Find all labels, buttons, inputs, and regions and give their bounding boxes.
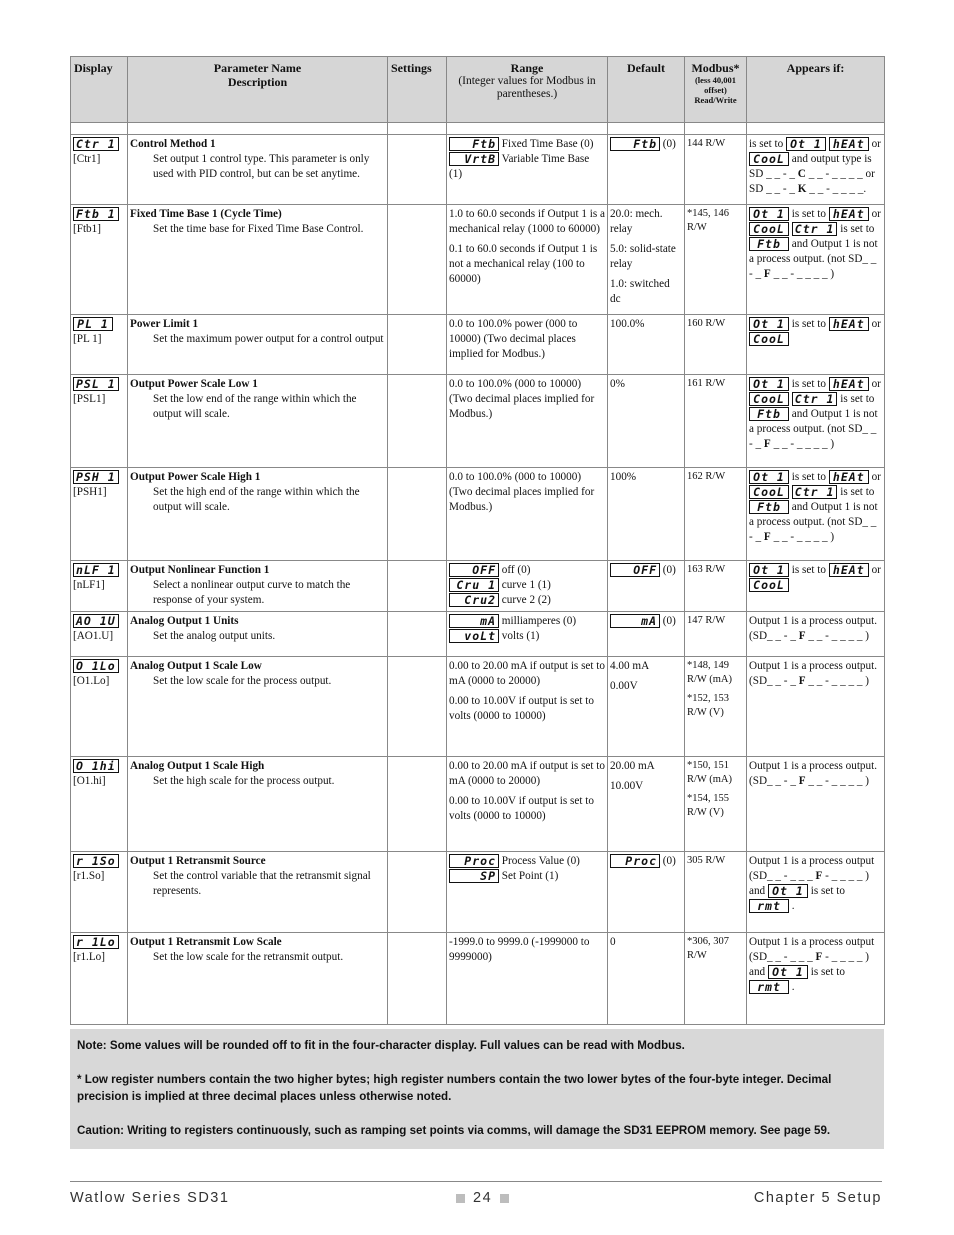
cell-default bbox=[608, 561, 685, 612]
parameter-code: [r1.So] bbox=[73, 870, 105, 882]
cell-parameter bbox=[128, 135, 388, 205]
modbus-register: 160 R/W bbox=[687, 318, 726, 329]
lcd-display-icon: Ot 1 bbox=[749, 207, 789, 221]
parameter-code: [r1.Lo] bbox=[73, 951, 105, 963]
lcd-display-icon: Cru 1 bbox=[449, 578, 499, 592]
range-option-label: off (0) bbox=[501, 564, 531, 576]
lcd-display-icon: rmt bbox=[749, 899, 789, 913]
default-value: (0) bbox=[662, 855, 676, 867]
cell-appears-if bbox=[747, 933, 885, 1025]
range-text: 0.00 to 10.00V if output is set to volts (0000 to 10000) bbox=[449, 695, 594, 722]
lcd-display-icon: AO 1U bbox=[73, 614, 119, 628]
lcd-display-icon: hEAt bbox=[829, 377, 869, 391]
lcd-display-icon: r 1So bbox=[73, 854, 119, 868]
cell-range bbox=[447, 315, 608, 375]
cell-display bbox=[71, 852, 128, 933]
condition-code: F bbox=[798, 675, 806, 687]
appears-condition: _ _ - _ _ _ _ or SD _ _ - _ bbox=[749, 168, 875, 195]
cell-appears-if bbox=[747, 657, 885, 757]
lcd-display-icon: r 1Lo bbox=[73, 935, 119, 949]
cell-default bbox=[608, 375, 685, 468]
range-option bbox=[449, 578, 605, 593]
range-option-label: Set Point (1) bbox=[501, 870, 559, 882]
cell-default bbox=[608, 315, 685, 375]
parameter-description: Set the low scale for the process output. bbox=[153, 675, 332, 687]
lcd-display-icon: Ctr 1 bbox=[792, 485, 838, 499]
appears-condition: is set to bbox=[791, 378, 826, 390]
cell-settings[interactable] bbox=[388, 205, 447, 315]
range-option bbox=[449, 137, 605, 152]
cell-display bbox=[71, 561, 128, 612]
cell-default bbox=[608, 933, 685, 1025]
modbus-register: *306, 307 R/W bbox=[687, 936, 729, 961]
appears-condition: is set to bbox=[749, 138, 784, 150]
cell-parameter bbox=[128, 205, 388, 315]
cell-appears-if bbox=[747, 135, 885, 205]
header-range: Range (Integer values for Modbus in parentheses.) bbox=[447, 57, 608, 123]
lcd-display-icon: nLF 1 bbox=[73, 563, 119, 577]
lcd-display-icon: Ftb bbox=[749, 500, 789, 514]
cell-default bbox=[608, 852, 685, 933]
condition-code: K bbox=[797, 183, 807, 195]
header-display: Display bbox=[71, 57, 128, 123]
lcd-display-icon: CooL bbox=[749, 222, 789, 236]
range-option bbox=[449, 614, 605, 629]
cell-range bbox=[447, 468, 608, 561]
lcd-display-icon: PSL 1 bbox=[73, 377, 119, 391]
default-value: 100% bbox=[610, 471, 637, 483]
lcd-display-icon: Ot 1 bbox=[749, 470, 789, 484]
condition-code: F bbox=[763, 531, 771, 543]
modbus-register: 144 R/W bbox=[687, 138, 726, 149]
table-row bbox=[71, 933, 885, 1025]
appears-condition: _ _ - _ _ _ _ ) bbox=[773, 438, 835, 450]
table-header-row bbox=[71, 57, 885, 123]
lcd-display-icon: CooL bbox=[749, 485, 789, 499]
range-text: 0.00 to 20.00 mA if output is set to mA (0000 to 20000) bbox=[449, 760, 606, 787]
cell-appears-if bbox=[747, 757, 885, 852]
cell-parameter bbox=[128, 933, 388, 1025]
appears-condition: _ _ - _ _ _ _ ) bbox=[808, 775, 869, 787]
lcd-display-icon: Cru2 bbox=[449, 593, 499, 607]
appears-condition: . bbox=[791, 981, 795, 993]
parameter-sheet bbox=[70, 56, 884, 1149]
cell-display bbox=[71, 757, 128, 852]
cell-parameter bbox=[128, 315, 388, 375]
table-row bbox=[71, 757, 885, 852]
cell-range bbox=[447, 933, 608, 1025]
parameter-description: Set the high end of the range within which the output will scale. bbox=[153, 486, 360, 513]
parameter-code: [nLF1] bbox=[73, 579, 105, 591]
range-option bbox=[449, 869, 605, 884]
appears-condition: and Output 1 is not a process output. (not SD_ _ - _ bbox=[749, 238, 878, 280]
default-value: 100.0% bbox=[610, 318, 645, 330]
appears-condition: Output 1 is a process output. (SD_ _ - _ bbox=[749, 660, 878, 687]
lcd-display-icon: Ftb bbox=[749, 237, 789, 251]
lcd-display-icon: OFF bbox=[610, 563, 660, 577]
appears-condition: _ _ - _ _ _ _ ) bbox=[773, 268, 835, 280]
modbus-register: *145, 146 R/W bbox=[687, 208, 729, 233]
cell-range bbox=[447, 561, 608, 612]
appears-condition: Output 1 is a process output. (SD_ _ - _ bbox=[749, 760, 878, 787]
cell-default bbox=[608, 757, 685, 852]
parameter-code: [PL 1] bbox=[73, 333, 102, 345]
cell-settings[interactable] bbox=[388, 135, 447, 205]
cell-range bbox=[447, 657, 608, 757]
lcd-display-icon: Ot 1 bbox=[749, 563, 789, 577]
default-value: 10.00V bbox=[610, 780, 644, 792]
range-option bbox=[449, 629, 605, 644]
header-default: Default bbox=[608, 57, 685, 123]
appears-condition: - _ _ _ _ ) and bbox=[749, 870, 869, 897]
lcd-display-icon: Ftb bbox=[610, 137, 660, 151]
range-option bbox=[449, 152, 605, 182]
cell-modbus bbox=[685, 205, 747, 315]
appears-condition: and Output 1 is not a process output. (not SD_ _ - _ bbox=[749, 408, 878, 450]
default-value: 0.00V bbox=[610, 680, 638, 692]
lcd-display-icon: voLt bbox=[449, 629, 499, 643]
table-row bbox=[71, 657, 885, 757]
appears-condition: or bbox=[871, 564, 881, 576]
cell-display bbox=[71, 205, 128, 315]
parameter-code: [O1.hi] bbox=[73, 775, 106, 787]
cell-modbus bbox=[685, 315, 747, 375]
cell-appears-if bbox=[747, 468, 885, 561]
cell-default bbox=[608, 205, 685, 315]
cell-modbus bbox=[685, 852, 747, 933]
header-appears-if: Appears if: bbox=[747, 57, 885, 123]
lcd-display-icon: Ftb bbox=[749, 407, 789, 421]
default-value: 0 bbox=[610, 936, 616, 948]
lcd-display-icon: Ot 1 bbox=[786, 137, 826, 151]
table-row bbox=[71, 375, 885, 468]
cell-range bbox=[447, 135, 608, 205]
default-value: (0) bbox=[662, 564, 676, 576]
lcd-display-icon: Proc bbox=[610, 854, 660, 868]
parameter-name: Power Limit 1 bbox=[130, 318, 199, 330]
parameter-description: Select a nonlinear output curve to match the response of your system. bbox=[153, 579, 351, 606]
parameter-description: Set the low end of the range within which the output will scale. bbox=[153, 393, 357, 420]
range-text: 0.0 to 100.0% power (000 to 10000) (Two decimal places implied for Modbus.) bbox=[449, 318, 578, 360]
range-text: 1.0 to 60.0 seconds if Output 1 is a mechanical relay (1000 to 60000) bbox=[449, 208, 605, 235]
range-option-label: curve 1 (1) bbox=[501, 579, 551, 591]
range-option bbox=[449, 854, 605, 869]
lcd-display-icon: hEAt bbox=[829, 470, 869, 484]
modbus-register: *152, 153 R/W (V) bbox=[687, 693, 729, 718]
lcd-display-icon: Ot 1 bbox=[768, 965, 808, 979]
cell-parameter bbox=[128, 852, 388, 933]
lcd-display-icon: PL 1 bbox=[73, 317, 113, 331]
appears-condition: _ _ - _ _ _ _ ) bbox=[773, 531, 835, 543]
default-value: 5.0: solid-state relay bbox=[610, 243, 676, 270]
page-footer bbox=[70, 1181, 882, 1206]
table-row bbox=[71, 561, 885, 612]
condition-code: F bbox=[763, 438, 771, 450]
cell-settings[interactable] bbox=[388, 468, 447, 561]
lcd-display-icon: CooL bbox=[749, 392, 789, 406]
spacer-row bbox=[71, 123, 885, 135]
lcd-display-icon: hEAt bbox=[829, 137, 869, 151]
cell-range bbox=[447, 205, 608, 315]
appears-condition: Output 1 is a process output (SD_ _ - _ _ _ bbox=[749, 936, 875, 963]
appears-condition: or bbox=[871, 208, 881, 220]
range-option bbox=[449, 563, 605, 578]
appears-condition: is set to bbox=[810, 966, 845, 978]
parameter-code: [Ftb1] bbox=[73, 223, 101, 235]
parameter-description: Set the analog output units. bbox=[153, 630, 276, 642]
cell-modbus bbox=[685, 561, 747, 612]
parameter-code: [Ctr1] bbox=[73, 153, 101, 165]
appears-condition: is set to bbox=[840, 223, 875, 235]
modbus-register: *154, 155 R/W (V) bbox=[687, 793, 729, 818]
appears-condition: is set to bbox=[840, 393, 875, 405]
cell-parameter bbox=[128, 757, 388, 852]
appears-condition: or bbox=[871, 318, 881, 330]
appears-condition: and Output 1 is not a process output. (not SD_ _ - _ bbox=[749, 501, 878, 543]
range-option-label: volts (1) bbox=[501, 630, 540, 642]
cell-appears-if bbox=[747, 612, 885, 657]
lcd-display-icon: Ot 1 bbox=[749, 377, 789, 391]
parameter-name: Output 1 Retransmit Low Scale bbox=[130, 936, 282, 948]
appears-condition: _ _ - _ _ _ _. bbox=[809, 183, 867, 195]
parameter-name: Fixed Time Base 1 (Cycle Time) bbox=[130, 208, 282, 220]
table-row bbox=[71, 205, 885, 315]
range-option-label: Process Value (0) bbox=[501, 855, 580, 867]
parameter-name: Analog Output 1 Scale Low bbox=[130, 660, 262, 672]
range-text: 0.00 to 10.00V if output is set to volts (0000 to 10000) bbox=[449, 795, 594, 822]
condition-code: F bbox=[798, 630, 806, 642]
lcd-display-icon: CooL bbox=[749, 152, 789, 166]
parameter-name: Analog Output 1 Scale High bbox=[130, 760, 265, 772]
cell-settings[interactable] bbox=[388, 933, 447, 1025]
cell-display bbox=[71, 315, 128, 375]
cell-settings[interactable] bbox=[388, 757, 447, 852]
parameter-code: [AO1.U] bbox=[73, 630, 114, 642]
lcd-display-icon: SP bbox=[449, 869, 499, 883]
cell-display bbox=[71, 468, 128, 561]
header-settings: Settings bbox=[388, 57, 447, 123]
note-caution: Caution: Writing to registers continuously, such as ramping set points via comms, will damage the SD31 EEPROM memory. See page 59. bbox=[77, 1124, 831, 1137]
default-value: 1.0: switched dc bbox=[610, 278, 670, 305]
cell-parameter bbox=[128, 561, 388, 612]
note-rounding: Note: Some values will be rounded off to fit in the four-character display. Full values can be read with Modbus. bbox=[77, 1039, 685, 1052]
default-value: 0% bbox=[610, 378, 625, 390]
lcd-display-icon: rmt bbox=[749, 980, 789, 994]
parameter-name: Output Power Scale High 1 bbox=[130, 471, 261, 483]
range-option-label: Fixed Time Base (0) bbox=[501, 138, 594, 150]
appears-condition: or bbox=[871, 471, 881, 483]
range-option bbox=[449, 593, 605, 608]
default-value: (0) bbox=[662, 138, 676, 150]
cell-appears-if bbox=[747, 375, 885, 468]
appears-condition: _ _ - _ _ _ _ ) bbox=[808, 675, 869, 687]
cell-settings[interactable] bbox=[388, 852, 447, 933]
cell-appears-if bbox=[747, 205, 885, 315]
cell-modbus bbox=[685, 612, 747, 657]
lcd-display-icon: Ot 1 bbox=[768, 884, 808, 898]
appears-condition: is set to bbox=[840, 486, 875, 498]
condition-code: F bbox=[798, 775, 806, 787]
lcd-display-icon: CooL bbox=[749, 332, 789, 346]
cell-parameter bbox=[128, 612, 388, 657]
parameter-description: Set output 1 control type. This parameter is only used with PID control, but can be set anytime. bbox=[153, 153, 370, 180]
default-value: 20.00 mA bbox=[610, 760, 655, 772]
cell-display bbox=[71, 135, 128, 205]
lcd-display-icon: hEAt bbox=[829, 563, 869, 577]
table-body bbox=[71, 123, 885, 1025]
default-value: 4.00 mA bbox=[610, 660, 650, 672]
condition-code: C bbox=[797, 168, 806, 180]
modbus-register: 305 R/W bbox=[687, 855, 726, 866]
range-text: -1999.0 to 9999.0 (-1999000 to 9999000) bbox=[449, 936, 590, 963]
appears-condition: Output 1 is a process output. (SD_ _ - _ bbox=[749, 615, 878, 642]
appears-condition: is set to bbox=[791, 471, 826, 483]
lcd-display-icon: O 1Lo bbox=[73, 659, 119, 673]
parameter-name: Analog Output 1 Units bbox=[130, 615, 239, 627]
lcd-display-icon: mA bbox=[610, 614, 660, 628]
cell-appears-if bbox=[747, 852, 885, 933]
appears-condition: _ _ - _ _ _ _ ) bbox=[808, 630, 869, 642]
notes-box bbox=[70, 1029, 884, 1149]
cell-settings[interactable] bbox=[388, 375, 447, 468]
appears-condition: is set to bbox=[791, 318, 826, 330]
cell-range bbox=[447, 757, 608, 852]
cell-display bbox=[71, 612, 128, 657]
lcd-display-icon: Ctr 1 bbox=[73, 137, 119, 151]
modbus-register: 147 R/W bbox=[687, 615, 726, 626]
lcd-display-icon: hEAt bbox=[829, 207, 869, 221]
modbus-register: 161 R/W bbox=[687, 378, 726, 389]
lcd-display-icon: Ftb bbox=[449, 137, 499, 151]
parameter-description: Set the control variable that the retransmit signal represents. bbox=[153, 870, 371, 897]
cell-default bbox=[608, 468, 685, 561]
default-value: (0) bbox=[662, 615, 676, 627]
footer-manual-title: Watlow Series SD31 bbox=[70, 1190, 230, 1206]
lcd-display-icon: PSH 1 bbox=[73, 470, 119, 484]
cell-range bbox=[447, 852, 608, 933]
modbus-register: *150, 151 R/W (mA) bbox=[687, 760, 733, 785]
cell-modbus bbox=[685, 757, 747, 852]
appears-condition: is set to bbox=[791, 564, 826, 576]
cell-settings[interactable] bbox=[388, 561, 447, 612]
cell-appears-if bbox=[747, 315, 885, 375]
cell-range bbox=[447, 375, 608, 468]
cell-modbus bbox=[685, 468, 747, 561]
condition-code: F bbox=[815, 951, 823, 963]
range-option-label: milliamperes (0) bbox=[501, 615, 577, 627]
appears-condition: and output type is SD _ _ - _ bbox=[749, 153, 872, 180]
cell-modbus bbox=[685, 135, 747, 205]
lcd-display-icon: Ctr 1 bbox=[792, 222, 838, 236]
range-text: 0.0 to 100.0% (000 to 10000) (Two decimal places implied for Modbus.) bbox=[449, 378, 595, 420]
footer-page-number: 24 bbox=[448, 1190, 517, 1206]
cell-default bbox=[608, 612, 685, 657]
parameter-name: Output 1 Retransmit Source bbox=[130, 855, 266, 867]
parameter-code: [O1.Lo] bbox=[73, 675, 110, 687]
appears-condition: is set to bbox=[791, 208, 826, 220]
lcd-display-icon: OFF bbox=[449, 563, 499, 577]
parameter-description: Set the low scale for the retransmit output. bbox=[153, 951, 344, 963]
table-row bbox=[71, 135, 885, 205]
range-option-label: curve 2 (2) bbox=[501, 594, 551, 606]
cell-default bbox=[608, 135, 685, 205]
lcd-display-icon: mA bbox=[449, 614, 499, 628]
table-row bbox=[71, 852, 885, 933]
appears-condition: . bbox=[791, 900, 795, 912]
modbus-register: 162 R/W bbox=[687, 471, 726, 482]
lcd-display-icon: Ctr 1 bbox=[792, 392, 838, 406]
parameter-name: Output Power Scale Low 1 bbox=[130, 378, 258, 390]
parameter-name: Control Method 1 bbox=[130, 138, 216, 150]
parameter-description: Set the maximum power output for a control output bbox=[153, 333, 384, 345]
range-text: 0.1 to 60.0 seconds if Output 1 is not a mechanical relay (100 to 60000) bbox=[449, 243, 598, 285]
cell-parameter bbox=[128, 375, 388, 468]
cell-default bbox=[608, 657, 685, 757]
appears-condition: or bbox=[871, 138, 881, 150]
cell-parameter bbox=[128, 468, 388, 561]
table-row bbox=[71, 612, 885, 657]
table-row bbox=[71, 315, 885, 375]
footer-chapter: Chapter 5 Setup bbox=[753, 1190, 882, 1206]
cell-display bbox=[71, 375, 128, 468]
lcd-display-icon: Ot 1 bbox=[749, 317, 789, 331]
cell-modbus bbox=[685, 657, 747, 757]
square-icon bbox=[456, 1194, 465, 1203]
parameter-name: Output Nonlinear Function 1 bbox=[130, 564, 270, 576]
lcd-display-icon: Proc bbox=[449, 854, 499, 868]
cell-settings[interactable] bbox=[388, 612, 447, 657]
condition-code: F bbox=[763, 268, 771, 280]
cell-modbus bbox=[685, 933, 747, 1025]
lcd-display-icon: CooL bbox=[749, 578, 789, 592]
parameter-table bbox=[70, 56, 885, 1025]
parameter-code: [PSH1] bbox=[73, 486, 107, 498]
parameter-description: Set the high scale for the process output. bbox=[153, 775, 335, 787]
modbus-register: *148, 149 R/W (mA) bbox=[687, 660, 733, 685]
parameter-code: [PSL1] bbox=[73, 393, 106, 405]
lcd-display-icon: O 1hi bbox=[73, 759, 119, 773]
header-modbus: Modbus* (less 40,001 offset) Read/Write bbox=[685, 57, 747, 123]
condition-code: F bbox=[815, 870, 823, 882]
appears-condition: - _ _ _ _ ) and bbox=[749, 951, 869, 978]
square-icon bbox=[500, 1194, 509, 1203]
cell-parameter bbox=[128, 657, 388, 757]
cell-display bbox=[71, 933, 128, 1025]
lcd-display-icon: VrtB bbox=[449, 152, 499, 166]
range-text: 0.0 to 100.0% (000 to 10000) (Two decimal places implied for Modbus.) bbox=[449, 471, 595, 513]
appears-condition: or bbox=[871, 378, 881, 390]
parameter-description: Set the time base for Fixed Time Base Control. bbox=[153, 223, 364, 235]
range-text: 0.00 to 20.00 mA if output is set to mA (0000 to 20000) bbox=[449, 660, 606, 687]
cell-appears-if bbox=[747, 561, 885, 612]
cell-modbus bbox=[685, 375, 747, 468]
lcd-display-icon: hEAt bbox=[829, 317, 869, 331]
cell-settings[interactable] bbox=[388, 657, 447, 757]
appears-condition: Output 1 is a process output (SD_ _ - _ _ _ bbox=[749, 855, 875, 882]
cell-display bbox=[71, 657, 128, 757]
cell-range bbox=[447, 612, 608, 657]
cell-settings[interactable] bbox=[388, 315, 447, 375]
lcd-display-icon: Ftb 1 bbox=[73, 207, 119, 221]
modbus-register: 163 R/W bbox=[687, 564, 726, 575]
header-parameter: Parameter Name Description bbox=[128, 57, 388, 123]
range-option-label: Variable Time Base (1) bbox=[449, 153, 590, 180]
table-row bbox=[71, 468, 885, 561]
note-registers: * Low register numbers contain the two higher bytes; high register numbers contain the two lower bytes of the four-byte integer. Decimal precision is implied at three decimal places unless otherwise noted. bbox=[77, 1073, 832, 1103]
appears-condition: is set to bbox=[810, 885, 845, 897]
default-value: 20.0: mech. relay bbox=[610, 208, 663, 235]
